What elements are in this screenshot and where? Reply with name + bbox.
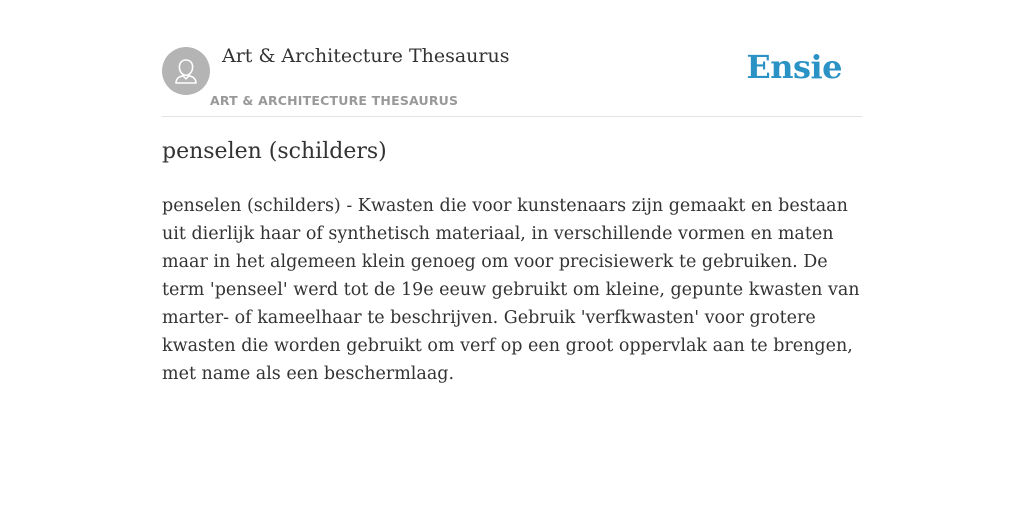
entry-definition: penselen (schilders) - Kwasten die voor kunstenaars zijn gemaakt en bestaan uit dierlijk haar of synthetisch materiaal, in verschillende vormen en maten maar in het algemeen klein genoeg om voor precisiewerk te gebruiken. De term 'penseel' werd tot de 19e eeuw gebruikt om kleine, gepunte kwasten van marter- of kameelhaar te beschrijven. Gebruik 'verfkwasten' voor grotere kwasten die worden gebruikt om verf op een groot oppervlak aan te brengen, met name als een beschermlaag. — [162, 196, 860, 384]
author-avatar[interactable] — [162, 47, 210, 95]
source-label: ART & ARCHITECTURE THESAURUS — [210, 93, 459, 108]
page-container — [162, 0, 862, 384]
user-silhouette-icon — [162, 47, 210, 95]
entry-header — [162, 0, 862, 117]
ensie-logo-link[interactable]: Ensie — [746, 48, 842, 86]
author-name-link[interactable]: Art & Architecture Thesaurus — [222, 45, 510, 67]
entry-title: penselen (schilders) — [162, 139, 387, 164]
